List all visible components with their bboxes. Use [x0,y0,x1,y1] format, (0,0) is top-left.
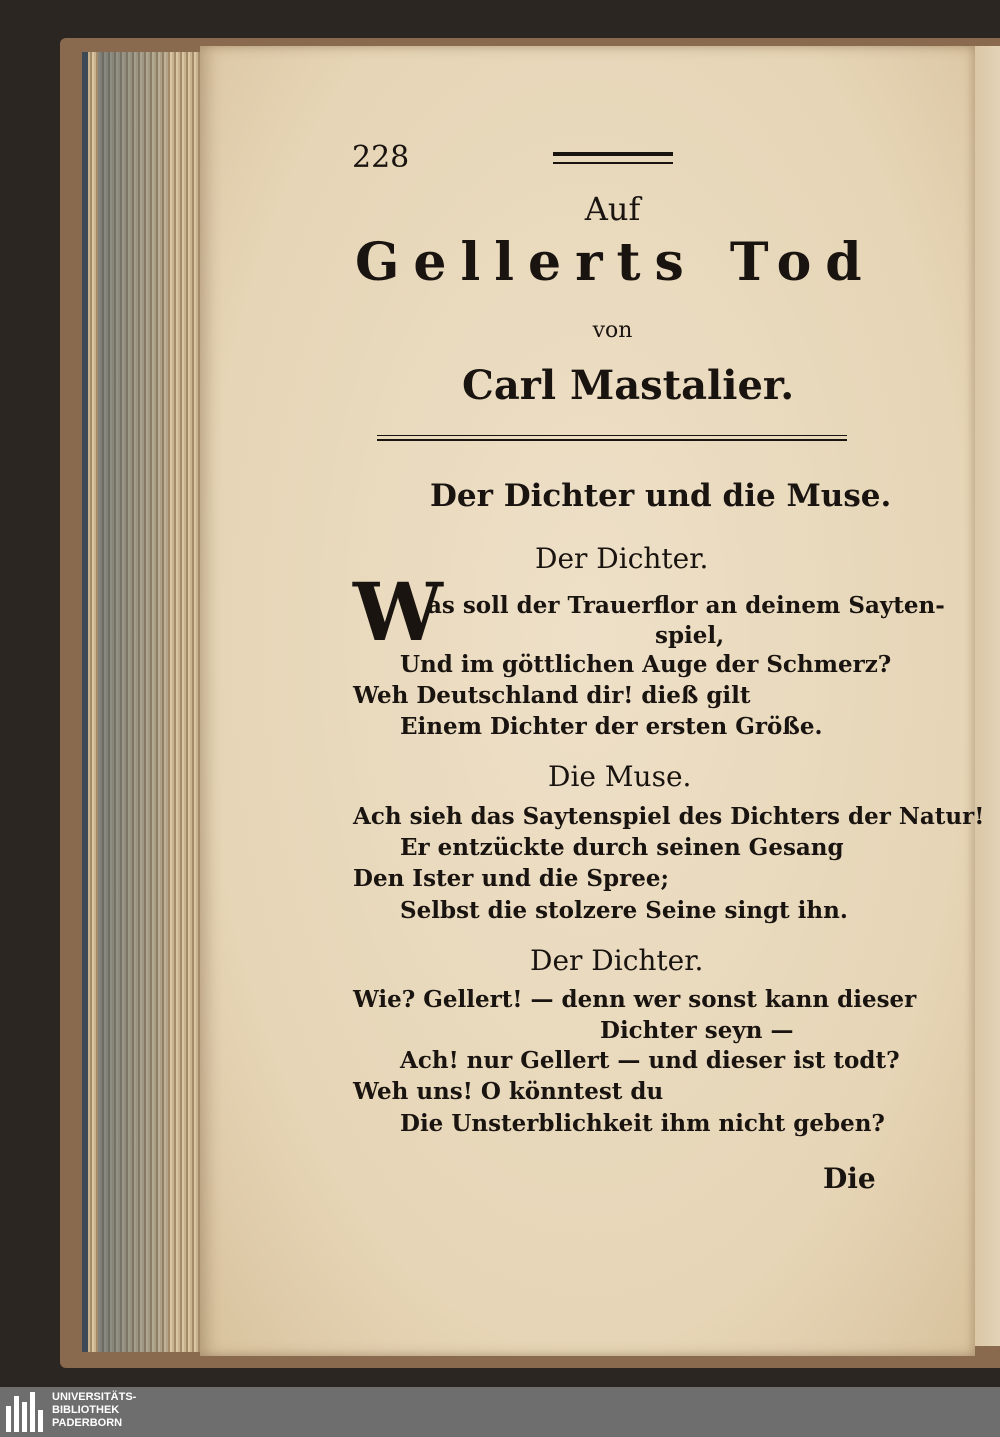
library-name [52,1391,136,1430]
verse-line: Den Ister und die Spree; [353,865,669,892]
verse-line: Und im göttlichen Auge der Schmerz? [400,651,892,678]
verse-line: Er entzückte durch seinen Gesang [400,834,844,861]
page-edges [82,52,208,1352]
verse-line: as soll der Trauerflor an deinem Sayten- [427,592,945,619]
catchword: Die [823,1162,876,1195]
section-title: Der Dichter und die Muse. [430,478,892,514]
author-name: Carl Mastalier. [462,362,795,409]
library-footer [0,1387,1000,1437]
library-logo-icon [6,1392,46,1432]
drop-cap: W [353,565,443,659]
header-rule [553,152,673,164]
library-name-line: PADERBORN [52,1417,123,1429]
verse-line: spiel, [655,622,725,649]
page-number: 228 [352,140,410,175]
speaker-label: Die Muse. [548,760,692,793]
verse-line: Weh Deutschland dir! dieß gilt [353,682,751,709]
verse-line: Wie? Gellert! — denn wer sonst kann dieser [353,986,917,1013]
verse-line: Dichter seyn — [600,1017,794,1044]
verse-line: Weh uns! O könntest du [353,1078,664,1105]
title-prefix: Auf [584,190,641,228]
library-name-line: BIBLIOTHEK [52,1404,120,1416]
verse-line: Ach sieh das Saytenspiel des Dichters der Natur! [353,803,985,830]
verse-line: Die Unsterblichkeit ihm nicht geben? [400,1110,885,1137]
speaker-label: Der Dichter. [530,944,704,977]
verse-line: Einem Dichter der ersten Größe. [400,713,823,740]
library-name-line: UNIVERSITÄTS- [52,1391,137,1403]
title-rule [377,435,847,441]
title-by: von [592,318,633,343]
speaker-label: Der Dichter. [535,542,709,575]
page-title: Gellerts Tod [355,232,876,293]
verse-line: Ach! nur Gellert — und dieser ist todt? [400,1047,900,1074]
verse-line: Selbst die stolzere Seine singt ihn. [400,897,848,924]
